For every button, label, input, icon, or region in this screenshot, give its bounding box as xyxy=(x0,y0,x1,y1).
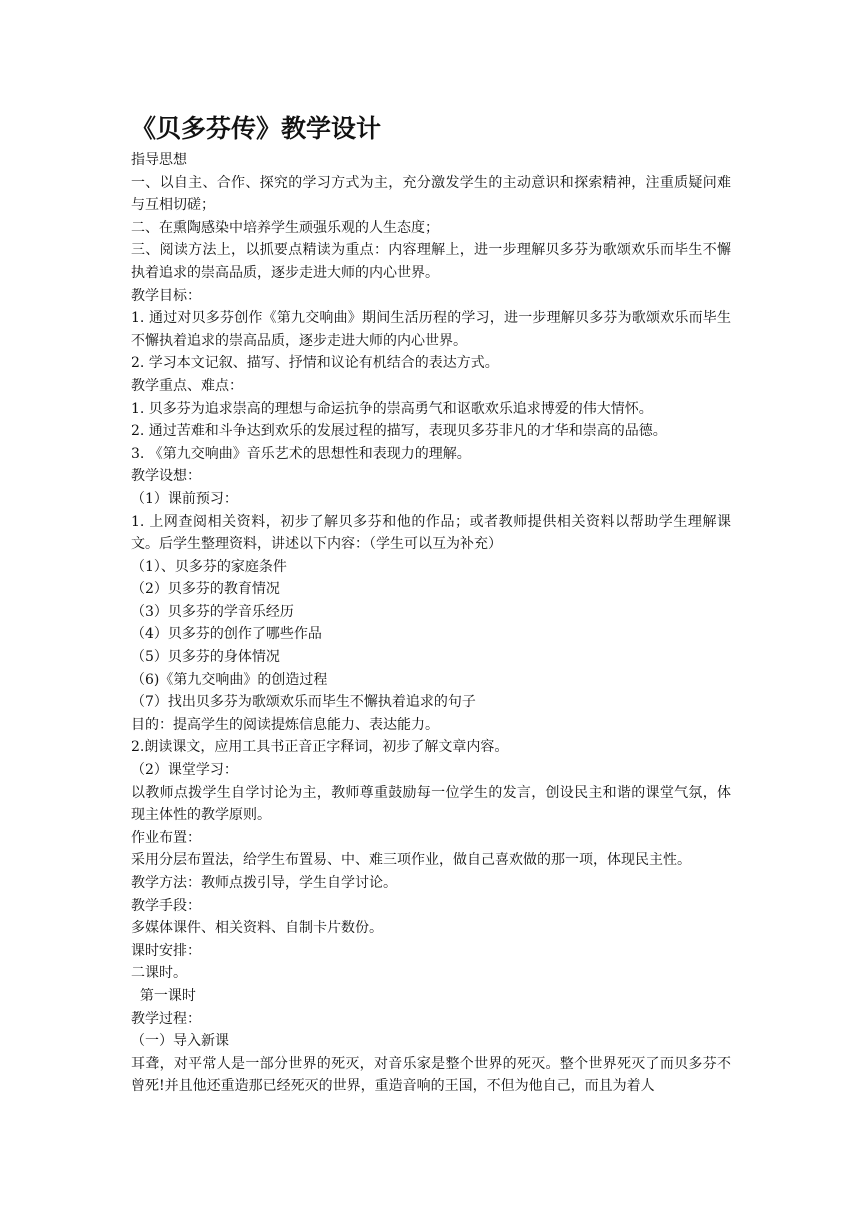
body-line: （5）贝多芬的身体情况 xyxy=(131,649,280,666)
body-line: 教学重点、难点： xyxy=(131,377,243,394)
body-line: 教学手段： xyxy=(131,897,201,914)
body-line: 第一课时 xyxy=(131,987,196,1004)
body-paragraph: 1. 上网查阅相关资料，初步了解贝多芬和他的作品；或者教师提供相关资料以帮助学生理解课文。后学生整理资料，讲述以下内容：（学生可以互为补充） xyxy=(131,513,731,553)
body-paragraph: 以教师点拨学生自学讨论为主，教师尊重鼓励每一位学生的发言，创设民主和谐的课堂气氛，体现主体性的教学原则。 xyxy=(131,784,731,824)
body-line: 3. 《第九交响曲》音乐艺术的思想性和表现力的理解。 xyxy=(131,445,471,462)
body-line: （7）找出贝多芬为歌颂欢乐而毕生不懈执着追求的句子 xyxy=(131,694,476,711)
body-line: 2. 通过苦难和斗争达到欢乐的发展过程的描写，表现贝多芬非凡的才华和崇高的品德。 xyxy=(131,423,667,440)
body-line: 目的：提高学生的阅读提炼信息能力、表达能力。 xyxy=(131,716,439,733)
body-line: 课时安排： xyxy=(131,942,201,959)
body-line: （1）课前预习： xyxy=(131,490,238,507)
body-line: 2.朗读课文，应用工具书正音正字释词，初步了解文章内容。 xyxy=(131,739,509,756)
body-line: （4）贝多芬的创作了哪些作品 xyxy=(131,626,322,643)
body-line: 指导思想 xyxy=(131,152,187,168)
body-line: 二课时。 xyxy=(131,965,187,982)
body-line: （一）导入新课 xyxy=(131,1033,229,1050)
body-paragraph: 三、阅读方法上，以抓要点精读为重点：内容理解上，进一步理解贝多芬为歌颂欢乐而毕生不懈执着追求的崇高品质，逐步走进大师的内心世界。 xyxy=(131,242,731,281)
body-line: （6)《第九交响曲》的创造过程 xyxy=(131,671,328,688)
body-line: 采用分层布置法，给学生布置易、中、难三项作业，做自己喜欢做的那一项，体现民主性。 xyxy=(131,852,691,869)
body-line: 作业布置： xyxy=(131,829,201,846)
body-line: 2. 学习本文记叙、描写、抒情和议论有机结合的表达方式。 xyxy=(131,355,499,372)
document-body xyxy=(131,149,731,1098)
body-paragraph: 耳聋，对平常人是一部分世界的死灭，对音乐家是整个世界的死灭。整个世界死灭了而贝多芬不曾死!并且他还重造那已经死灭的世界，重造音响的王国，不但为他自己，而且为着人 xyxy=(131,1055,731,1095)
body-paragraph: 一、以自主、合作、探究的学习方式为主，充分激发学生的主动意识和探索精神，注重质疑问难与互相切磋； xyxy=(131,174,731,214)
body-paragraph: 1. 通过对贝多芬创作《第九交响曲》期间生活历程的学习，进一步理解贝多芬为歌颂欢乐而毕生不懈执着追求的崇高品质，逐步走进大师的内心世界。 xyxy=(131,310,731,349)
body-line: 二、在熏陶感染中培养学生顽强乐观的人生态度； xyxy=(131,219,439,236)
body-line: 教学目标： xyxy=(131,287,201,304)
body-line: （2）课堂学习： xyxy=(131,762,238,779)
body-line: 1. 贝多芬为追求崇高的理想与命运抗争的崇高勇气和讴歌欢乐追求博爱的伟大情怀。 xyxy=(131,400,653,417)
body-line: （1）、贝多芬的家庭条件 xyxy=(131,558,287,575)
body-line: 教学设想： xyxy=(131,468,201,485)
body-line: （3）贝多芬的学音乐经历 xyxy=(131,603,294,620)
body-line: 教学过程： xyxy=(131,1010,201,1027)
body-line: （2）贝多芬的教育情况 xyxy=(131,581,280,598)
body-line: 多媒体课件、相关资料、自制卡片数份。 xyxy=(131,920,383,937)
body-line: 教学方法：教师点拨引导，学生自学讨论。 xyxy=(131,875,397,891)
document-content xyxy=(131,109,731,1098)
document-title: 《贝多芬传》教学设计 xyxy=(131,114,382,143)
